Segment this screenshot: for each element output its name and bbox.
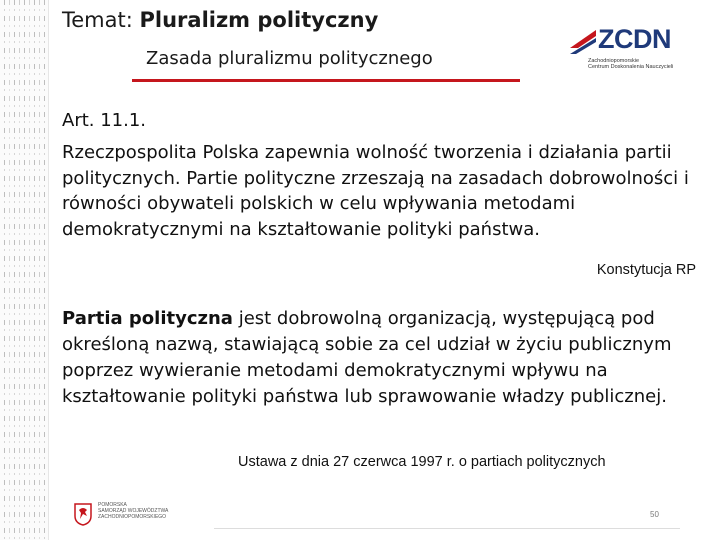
footer-divider [214, 528, 680, 529]
zcdn-mark-icon [570, 28, 598, 54]
definition-source: Ustawa z dnia 27 czerwca 1997 r. o partiach politycznych [238, 454, 606, 470]
logo-tagline [588, 58, 673, 70]
article-text: Rzeczpospolita Polska zapewnia wolność tworzenia i działania partii politycznych. Partie polityczne zrzeszają na zasadach dobrowolności i równości obywateli polskich w celu wpływania metodami demokratycznymi na kształtowanie polityki państwa. [62, 142, 689, 240]
region-emblem-logo [72, 502, 192, 528]
zcdn-logo [570, 24, 682, 76]
emblem-line-1: POMORSKA [98, 502, 127, 508]
article-heading: Art. 11.1. [62, 110, 147, 131]
definition-text: jest dobrowolną organizacją, występującą pod określoną nazwą, stawiającą sobie za cel udział w życiu publicznym poprzez wywieranie metodami demokratycznymi wpływu na kształtowanie polityki państwa lub sprawowanie władzy publicznej. [62, 308, 672, 407]
emblem-line-2: SAMORZĄD WOJEWÓDZTWA [98, 508, 169, 514]
title-divider [132, 79, 520, 82]
slide-title [62, 8, 378, 32]
griffin-emblem-icon [72, 502, 94, 526]
logo-tagline-1: Zachodniopomorskie [588, 58, 640, 64]
definition-term: Partia polityczna [62, 308, 233, 329]
article-source: Konstytucja RP [596, 262, 696, 278]
emblem-caption [98, 502, 168, 520]
logo-tagline-2: Centrum Doskonalenia Nauczycieli [588, 64, 674, 70]
handwritten-document-strip [0, 0, 49, 540]
emblem-line-3: ZACHODNIOPOMORSKIEGO [98, 514, 167, 520]
logo-wordmark: ZCDN [598, 24, 671, 54]
slide-subtitle: Zasada pluralizmu politycznego [146, 48, 433, 69]
title-prefix: Temat: [62, 8, 140, 32]
page-number: 50 [650, 510, 659, 519]
title-topic: Pluralizm polityczny [139, 8, 379, 32]
definition-paragraph [62, 306, 697, 410]
